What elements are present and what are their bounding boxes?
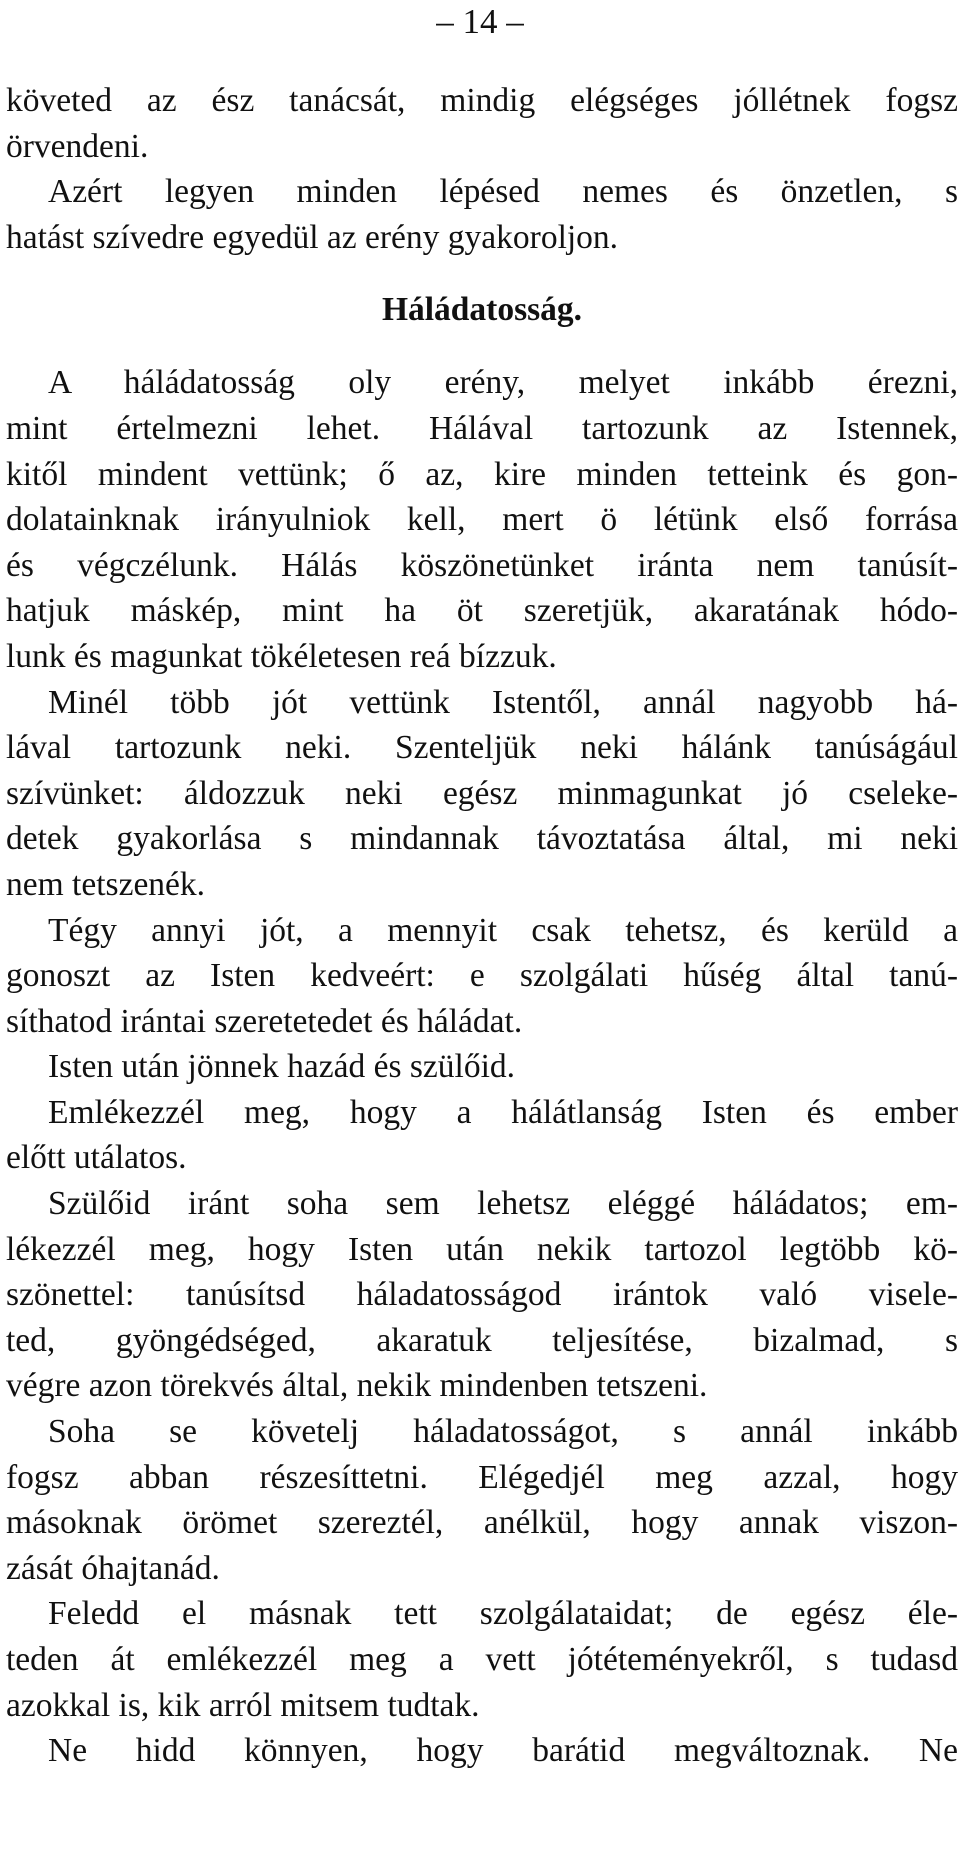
text-line: lával tartozunk neki. Szenteljük neki hálánk tanúságául: [6, 729, 958, 767]
text-line: Isten után jönnek hazád és szülőid.: [48, 1048, 516, 1086]
text-line: Soha se követelj háladatosságot, s annál inkább: [48, 1413, 958, 1451]
text-line: lékezzél meg, hogy Isten után nekik tartozol legtöbb kö-: [6, 1230, 958, 1268]
section-heading: Háládatosság.: [381, 291, 583, 329]
text-line: előtt utálatos.: [6, 1139, 187, 1177]
text-line: síthatod irántai szeretetedet és háládat.: [6, 1002, 523, 1040]
text-line: azokkal is, kik arról mitsem tudtak.: [6, 1686, 480, 1724]
text-line: hatást szívedre egyedül az erény gyakoroljon.: [6, 218, 619, 256]
text-line: szönettel: tanúsítsd háladatosságod irántok való visele-: [6, 1276, 958, 1314]
text-line: Feledd el másnak tett szolgálataidat; de egész éle-: [48, 1595, 958, 1633]
text-line: végre azon törekvés által, nekik mindenben tetszeni.: [6, 1367, 708, 1405]
text-line: A háládatosság oly erény, melyet inkább érezni,: [48, 364, 958, 402]
text-line: Ne hidd könnyen, hogy barátid megváltoznak. Ne: [48, 1732, 958, 1770]
page-number: – 14 –: [436, 2, 524, 41]
text-line: Szülőid iránt soha sem lehetsz eléggé háládatos; em-: [48, 1185, 958, 1223]
text-line: teden át emlékezzél meg a vett jótéteményekről, s tudasd: [6, 1641, 958, 1678]
text-line: nem tetszenék.: [6, 865, 206, 903]
body-text: [6, 78, 958, 1774]
text-line: követed az ész tanácsát, mindig elégséges jóllétnek fogsz: [6, 82, 958, 119]
text-line: fogsz abban részesíttetni. Elégedjél meg azzal, hogy: [6, 1458, 958, 1496]
text-line: detek gyakorlása s mindannak távoztatása által, mi neki: [6, 820, 958, 858]
text-line: Azért legyen minden lépésed nemes és önzetlen, s: [48, 173, 958, 211]
text-line: örvendeni.: [6, 127, 149, 165]
text-line: és végczélunk. Hálás köszönetünket iránta nem tanúsít-: [6, 546, 958, 584]
text-line: Minél több jót vettünk Istentől, annál nagyobb há-: [48, 683, 958, 721]
text-line: Tégy annyi jót, a mennyit csak tehetsz, és kerüld a: [48, 911, 958, 949]
text-line: másoknak örömet szereztél, anélkül, hogy annak viszon-: [6, 1504, 958, 1542]
text-line: zását óhajtanád.: [6, 1549, 220, 1587]
text-line: hatjuk máskép, mint ha öt szeretjük, akaratának hódo-: [6, 592, 958, 630]
text-line: ted, gyöngédséged, akaratuk teljesítése, bizalmad, s: [6, 1321, 958, 1359]
text-line: dolatainknak irányulniok kell, mert ö létünk első forrása: [6, 501, 958, 539]
text-line: Emlékezzél meg, hogy a hálátlanság Isten és ember: [48, 1093, 958, 1131]
text-line: kitől mindent vettünk; ő az, kire minden tetteink és gon-: [6, 455, 958, 493]
text-line: szívünket: áldozzuk neki egész minmagunkat jó cseleke-: [6, 774, 958, 812]
text-line: lunk és magunkat tökéletesen reá bízzuk.: [6, 637, 557, 675]
text-line: gonoszt az Isten kedveért: e szolgálati hűség által tanú-: [6, 957, 958, 995]
text-line: mint értelmezni lehet. Hálával tartozunk az Istennek,: [6, 409, 958, 447]
